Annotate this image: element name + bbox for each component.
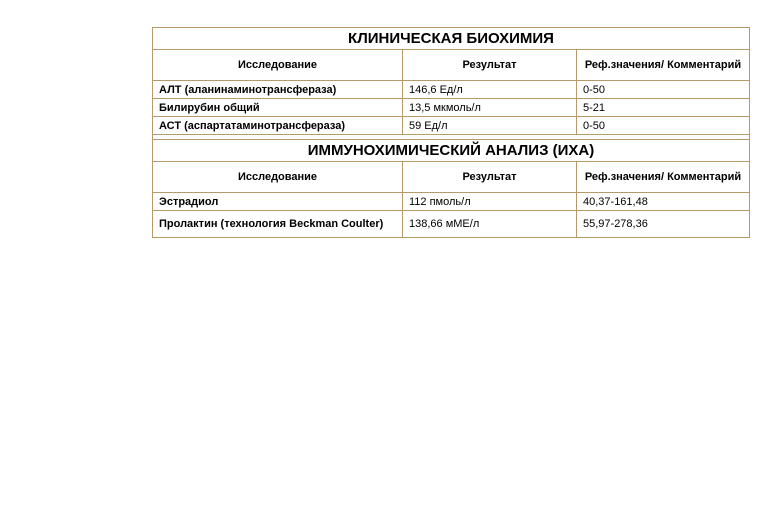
- header-test: Исследование: [153, 50, 403, 81]
- immunochemistry-table: [152, 139, 750, 238]
- test-result: 146,6 Ед/л: [403, 81, 577, 99]
- section-title-row: [153, 28, 750, 50]
- test-result: 13,5 мкмоль/л: [403, 99, 577, 117]
- section-title: КЛИНИЧЕСКАЯ БИОХИМИЯ: [153, 28, 750, 50]
- table-row: [153, 211, 750, 238]
- test-ref: 0-50: [577, 81, 750, 99]
- header-result: Результат: [403, 162, 577, 193]
- test-name: АСТ (аспартатаминотрансфераза): [153, 117, 403, 135]
- column-header-row: [153, 162, 750, 193]
- test-result: 112 пмоль/л: [403, 193, 577, 211]
- test-ref: 0-50: [577, 117, 750, 135]
- test-ref: 5-21: [577, 99, 750, 117]
- test-name: АЛТ (аланинаминотрансфераза): [153, 81, 403, 99]
- column-header-row: [153, 50, 750, 81]
- table-row: [153, 117, 750, 135]
- test-name: Билирубин общий: [153, 99, 403, 117]
- header-result: Результат: [403, 50, 577, 81]
- lab-report: [152, 27, 749, 238]
- biochemistry-table: [152, 27, 750, 140]
- header-test: Исследование: [153, 162, 403, 193]
- header-ref: Реф.значения/ Комментарий: [577, 50, 750, 81]
- test-ref: 55,97-278,36: [577, 211, 750, 238]
- test-result: 59 Ед/л: [403, 117, 577, 135]
- table-row: [153, 81, 750, 99]
- table-row: [153, 99, 750, 117]
- test-ref: 40,37-161,48: [577, 193, 750, 211]
- section-title: ИММУНОХИМИЧЕСКИЙ АНАЛИЗ (ИХА): [153, 140, 750, 162]
- section-title-row: [153, 140, 750, 162]
- test-result: 138,66 мМЕ/л: [403, 211, 577, 238]
- test-name: Пролактин (технология Beckman Coulter): [153, 211, 403, 238]
- test-name: Эстрадиол: [153, 193, 403, 211]
- table-row: [153, 193, 750, 211]
- header-ref: Реф.значения/ Комментарий: [577, 162, 750, 193]
